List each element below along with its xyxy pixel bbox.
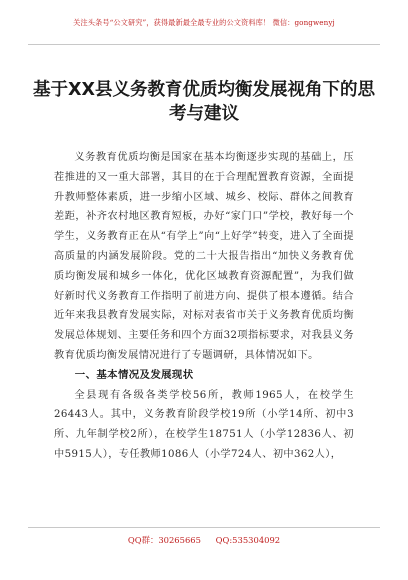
footer-qq-contact: QQ:535304092 bbox=[215, 535, 281, 545]
header-divider bbox=[28, 44, 380, 45]
footer bbox=[28, 534, 380, 546]
document-title: 基于XX县义务教育优质均衡发展视角下的思考与建议 bbox=[33, 80, 375, 124]
section-heading-1: 一、基本情况及发展现状 bbox=[74, 368, 194, 381]
section-1-paragraph: 全县现有各级各类学校56所，教师1965人，在校学生26443人。其中，义务教育阶段学校19所（小学14所、初中3所、九年制学校2所），在校学生18751人（小学12836人、初中5915人），专任教师1086人（小学724人、初中362人）， bbox=[54, 389, 354, 460]
document-body bbox=[54, 148, 354, 465]
footer-divider bbox=[28, 527, 380, 528]
intro-paragraph: 义务教育优质均衡是国家在基本均衡逐步实现的基础上，压茬推进的又一重大部署，其目的在于合理配置教育资源，全面提升教师整体素质，进一步缩小区域、城乡、校际、群体之间教育差距，补齐农村地区教育短板，办好“家门口”学校，教好每一个学生，义务教育正在从“有学上”向“上好学”转变，进入了全面提高质量的内涵发展阶段。党的二十大报告指出“加快义务教育优质均衡发展和城乡一体化，优化区域教育资源配置”，为我们做好新时代义务教育工作指明了前进方向、提供了根本遵循。结合近年来我县教育发展实际，对标对表省市关于义务教育优质均衡发展总体规划、主要任务和四个方面32项指标要求，对我县义务教育优质均衡发展情况进行了专题调研，具体情况如下。 bbox=[54, 152, 354, 361]
footer-qq-group: QQ群：30265665 bbox=[127, 535, 201, 545]
header-notice: 关注头条号“公文研究”，获得最新最全最专业的公文资料库！ 微信：gongwenyj bbox=[73, 18, 335, 27]
